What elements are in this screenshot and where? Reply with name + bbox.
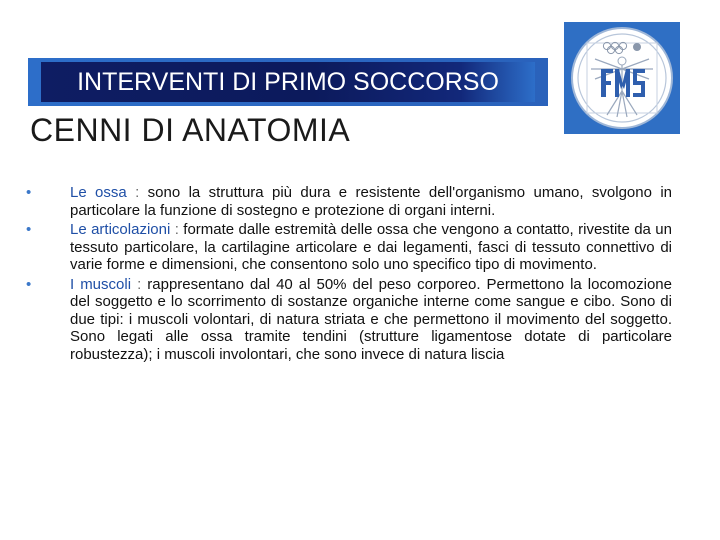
item-separator: : (170, 221, 184, 238)
item-text: sono la struttura più dura e resistente dell'organismo umano, svolgono in particolare la funzione di sostegno e protezione di organi interni. (70, 184, 672, 219)
item-text: formate dalle estremità delle ossa che vengono a contatto, rivestite da un tessuto particolare, la cartilagine articolare e dai legamenti, fasci di tessuto connettivo di varie forme e dimensioni, che consentono solo uno specifico tipo di movimento. (70, 221, 672, 273)
item-separator: : (131, 275, 148, 293)
item-term: I muscoli (70, 275, 132, 293)
item-text: rappresentano dal 40 al 50% del peso corporeo. Permettono la locomozione del soggetto e lo scorrimento di sostanze organiche interne come sangue e cibo. Sono di due tipi: i muscoli volontari, di natura striata e che permettono il movimento del soggetto. Sono legati alle ossa tramite tendini (strutture ligamentose dotate di particolare robustezza); i muscoli involontari, che sono invece di natura liscia (70, 275, 672, 363)
vitruvian-man-emblem-icon (573, 29, 671, 127)
banner-title: INTERVENTI DI PRIMO SOCCORSO (77, 67, 499, 96)
bullet-icon: • (26, 184, 32, 201)
bullet-icon: • (26, 221, 32, 238)
item-term: Le articolazioni (70, 221, 171, 238)
item-separator: : (126, 184, 148, 201)
section-title: CENNI DI ANATOMIA (30, 112, 351, 148)
logo-emblem (571, 27, 673, 129)
item-term: Le ossa (70, 184, 127, 201)
title-banner (28, 58, 548, 106)
list-item (26, 276, 672, 364)
list-item (26, 184, 672, 219)
bullet-list (26, 184, 672, 365)
list-item (26, 221, 672, 274)
logo (564, 22, 680, 134)
bullet-icon: • (26, 275, 32, 293)
title-banner-inner (41, 62, 535, 102)
